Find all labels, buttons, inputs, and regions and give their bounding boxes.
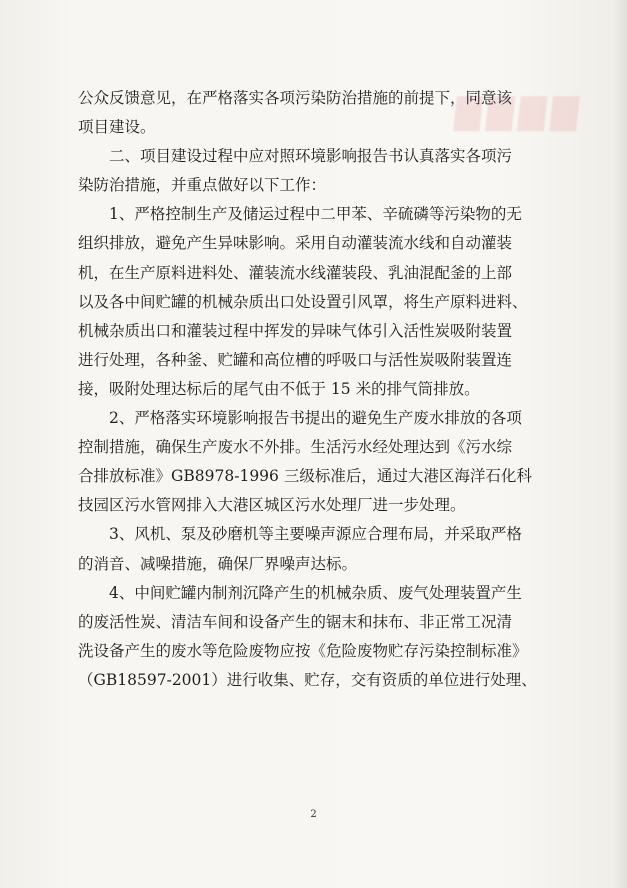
text-line: 的消音、减噪措施，确保厂界噪声达标。	[78, 554, 358, 573]
ink-bleed-through: ▇▇▇▇	[453, 92, 586, 132]
text-line: 染防治措施，并重点做好以下工作：	[78, 176, 327, 195]
text-line: 二、项目建设过程中应对照环境影响报告书认真落实各项污	[78, 147, 513, 166]
paragraph-p0	[78, 84, 558, 142]
text-line: 接，吸附处理达标后的尾气由不低于 15 米的排气筒排放。	[78, 379, 480, 398]
text-line: 项目建设。	[78, 118, 156, 137]
text-line: （GB18597-2001）进行收集、贮存，交有资质的单位进行处理、	[78, 670, 537, 689]
text-line: 的废活性炭、清洁车间和设备产生的锯末和抹布、非正常工况清	[78, 612, 513, 631]
text-line: 合排放标准》GB8978-1996 三级标准后，通过大港区海洋石化科	[78, 467, 532, 486]
page-number: 2	[310, 809, 317, 820]
paragraph-p3	[78, 404, 558, 520]
text-line: 4、中间贮罐内制剂沉降产生的机械杂质、废气处理装置产生	[78, 583, 522, 602]
text-line: 1、严格控制生产及储运过程中二甲苯、辛硫磷等污染物的无	[78, 205, 522, 224]
text-line: 以及各中间贮罐的机械杂质出口处设置引风罩，将生产原料进料、	[78, 292, 528, 311]
paragraph-p1	[78, 142, 558, 200]
paragraph-p2	[78, 200, 558, 404]
text-line: 技园区污水管网排入大港区城区污水处理厂进一步处理。	[78, 496, 466, 515]
text-line: 组织排放，避免产生异味影响。采用自动灌装流水线和自动灌装	[78, 234, 513, 253]
text-line: 公众反馈意见，在严格落实各项污染防治措施的前提下，同意该	[78, 89, 513, 107]
text-line: 2、严格落实环境影响报告书提出的避免生产废水排放的各项	[78, 409, 522, 428]
text-line: 3、风机、泵及砂磨机等主要噪声源应合理布局，并采取严格	[78, 525, 522, 544]
text-line: 进行处理，各种釜、贮罐和高位槽的呼吸口与活性炭吸附装置连	[78, 350, 513, 369]
text-line: 控制措施，确保生产废水不外排。生活污水经处理达到《污水综	[78, 438, 513, 457]
document-body	[78, 84, 558, 695]
text-line: 机械杂质出口和灌装过程中挥发的异味气体引入活性炭吸附装置	[78, 321, 513, 340]
paragraph-p5	[78, 579, 558, 695]
text-line: 机，在生产原料进料处、灌装流水线灌装段、乳油混配釜的上部	[78, 263, 513, 282]
text-line: 洗设备产生的废水等危险废物应按《危险废物贮存污染控制标准》	[78, 641, 528, 660]
paragraph-p4	[78, 520, 558, 578]
